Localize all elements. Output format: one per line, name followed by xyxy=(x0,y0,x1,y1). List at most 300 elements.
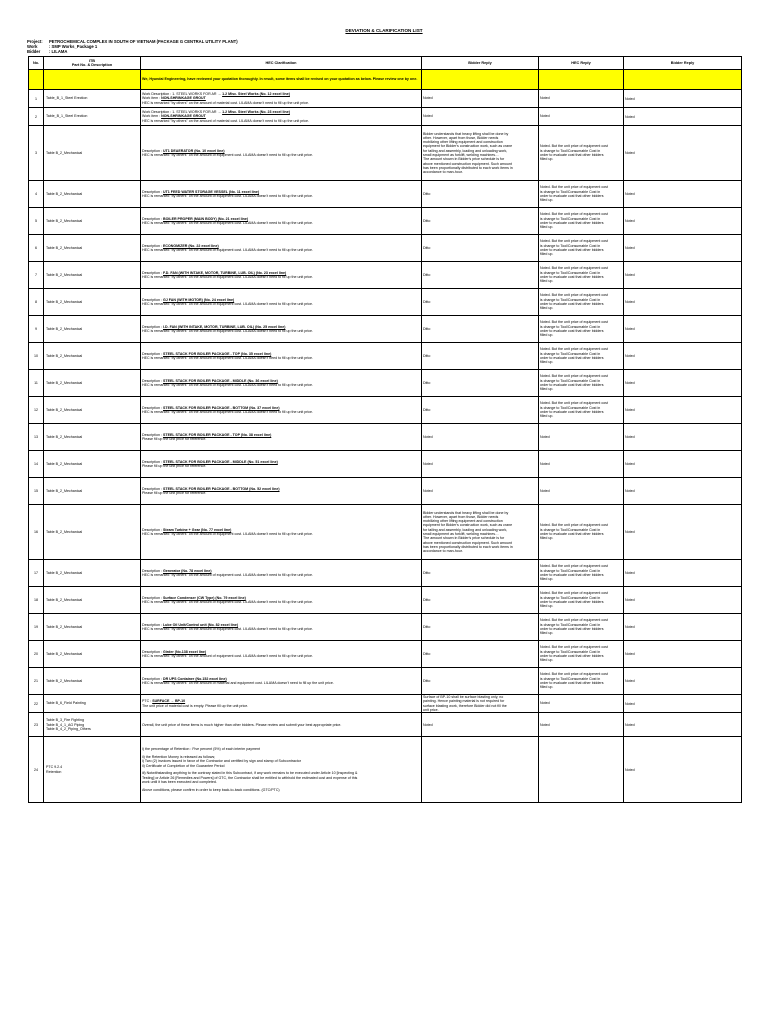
hec-reply-line: is change to Tool/Consumable Cost in xyxy=(540,527,601,532)
bidder-reply-line: Bidder understands that heavy lifting shall be done by xyxy=(423,131,509,136)
row-item xyxy=(44,451,141,478)
table-row xyxy=(29,478,742,505)
hec-reply-line: order to evaluate cost that other bidders xyxy=(540,194,604,198)
clarification-text: HEC is remarked "by others" on the amount of equipment cost. LILAMA doesn't need to fill up the unit price. xyxy=(142,627,314,631)
item-line: Table B_2_Mechanical xyxy=(46,353,83,358)
row-final-reply: Noted xyxy=(624,614,742,641)
clarification-text: Overall, the unit price of these items is much higher than other bidders. Please review and submit your best appropriate price. xyxy=(142,722,342,727)
hec-reply-line: filled up. xyxy=(540,604,554,609)
intro-item-cell xyxy=(44,70,141,90)
bidder-reply-line: has been proportionally distributed to each work items in xyxy=(423,165,513,170)
row-item xyxy=(44,208,141,235)
bidder-reply-line: accordance to man-hour. xyxy=(423,549,463,554)
item-line: Table B_4_2_Piping_Others xyxy=(46,726,91,731)
clarification-text: HEC is remarked "by others" on the amount of equipment cost. LILAMA doesn't need to fill up the unit price. xyxy=(142,383,314,387)
row-final-reply: Noted xyxy=(624,668,742,695)
clarification-text: HEC is remarked "by others" on the amount of equipment cost. LILAMA doesn't need to fill up the unit price. xyxy=(142,532,314,536)
row-bidder-reply xyxy=(422,262,539,289)
clarification-text: Description : xyxy=(142,243,163,248)
table-row xyxy=(29,560,742,587)
bidder-reply-line: Noted xyxy=(423,96,433,101)
hec-reply-line: Noted. But the unit price of equipment cost xyxy=(540,266,608,271)
hec-reply-line: Noted. But the unit price of equipment cost xyxy=(540,374,608,379)
row-clarification xyxy=(141,614,422,641)
hec-reply-line: filled up. xyxy=(540,225,554,230)
row-number: 15 xyxy=(29,478,44,505)
hec-reply-line: filled up. xyxy=(540,360,554,365)
row-item xyxy=(44,289,141,316)
row-item xyxy=(44,370,141,397)
row-item xyxy=(44,397,141,424)
clarification-text: Description : xyxy=(142,405,163,410)
clarification-text: HEC is remarked "by others" on the amount of equipment cost. LILAMA doesn't need to fill up the unit price. xyxy=(142,573,314,577)
hec-reply-line: order to evaluate cost that other bidders xyxy=(540,329,604,333)
hec-reply-line: Noted xyxy=(540,722,550,727)
bidder-reply-line: Ditto xyxy=(423,624,431,629)
row-clarification xyxy=(141,316,422,343)
intro-hec-cell xyxy=(539,70,624,90)
clarification-text: HEC is remarked "by others" on the amount of equipment cost. LILAMA doesn't need to fill up the unit price. xyxy=(142,275,314,279)
row-bidder-reply xyxy=(422,614,539,641)
row-clarification xyxy=(141,478,422,505)
header-bidder-reply-2: Bidder Reply xyxy=(624,57,742,70)
row-hec-reply xyxy=(539,587,624,614)
row-clarification xyxy=(141,208,422,235)
clarification-line xyxy=(142,248,420,252)
bidder-reply-line: for tailing and assembly, loading and unloading work, xyxy=(423,148,508,153)
hec-reply-line: is change to Tool/Consumable Cost in xyxy=(540,568,601,573)
hec-reply-line: Noted xyxy=(540,461,550,466)
row-final-reply: Noted xyxy=(624,587,742,614)
hec-reply-line: Noted. But the unit price of equipment cost xyxy=(540,645,608,650)
clarification-line xyxy=(142,627,420,631)
clarification-item-ref: 1.2 Misc. Steel Works (No. 12 excel line) xyxy=(222,92,290,97)
row-hec-reply xyxy=(539,478,624,505)
clarification-item-ref: NON-SHRINKAGE GROUT xyxy=(161,96,206,101)
clarification-text: Description : xyxy=(142,527,163,532)
hec-reply-line: order to evaluate cost that other bidders xyxy=(540,600,604,604)
clarification-line xyxy=(142,221,420,225)
bidder-label: Bidder xyxy=(27,49,41,55)
row-number: 4 xyxy=(29,181,44,208)
hec-reply-line: Noted. But the unit price of equipment cost xyxy=(540,320,608,325)
clarification-item-ref: SURFACE → BP-10 xyxy=(152,699,186,704)
item-line: Table B_2_Mechanical xyxy=(46,272,83,277)
table-row xyxy=(29,614,742,641)
bidder-reply-line: Ditto xyxy=(423,245,431,250)
table-row xyxy=(29,181,742,208)
row-bidder-reply xyxy=(422,208,539,235)
row-bidder-reply xyxy=(422,316,539,343)
clarification-text: Description : xyxy=(142,459,163,464)
hec-reply-line: filled up. xyxy=(540,685,554,690)
hec-reply-line: order to evaluate cost that other bidders xyxy=(540,275,604,279)
clarification-line xyxy=(142,194,420,198)
document-meta xyxy=(27,39,238,55)
row-number: 12 xyxy=(29,397,44,424)
row-bidder-reply xyxy=(422,126,539,181)
clarification-text: i) Two (2) invoices issued in favor of the Contractor and certified by sign and stamp of Subcontractor xyxy=(142,759,301,764)
clarification-item-ref: STEEL STACK FOR BOILER PACKAGE - MIDDLE (No. 51 excel line) xyxy=(162,459,278,464)
bidder-value: : LILAMA xyxy=(49,49,68,55)
clarification-line xyxy=(142,491,420,495)
row-hec-reply xyxy=(539,289,624,316)
clarification-item-ref: STEEL STACK FOR BOILER PACKAGE - TOP (No. 38 excel line) xyxy=(162,432,272,437)
clarification-text: i) the percentage of Retention : Five percent (5%) of each interim payment xyxy=(142,747,261,752)
row-number: 16 xyxy=(29,505,44,560)
hec-reply-line: Noted. But the unit price of equipment cost xyxy=(540,401,608,406)
table-row xyxy=(29,289,742,316)
bidder-reply-line: painting. Hence painting material is not required for xyxy=(423,699,505,704)
hec-reply-line: Noted. But the unit price of equipment cost xyxy=(540,239,608,244)
hec-reply-line: filled up. xyxy=(540,631,554,636)
hec-reply-line: is change to Tool/Consumable Cost in xyxy=(540,378,601,383)
bidder-reply-line: other. However, apart from those, Bidder needs xyxy=(423,135,499,140)
row-hec-reply xyxy=(539,343,624,370)
item-line: Table B_2_Mechanical xyxy=(46,218,83,223)
row-hec-reply xyxy=(539,737,624,803)
row-item xyxy=(44,262,141,289)
bidder-reply-line: small equipment as forklift, welding machines… xyxy=(423,532,499,536)
hec-reply-line: Noted. But the unit price of equipment cost xyxy=(540,523,608,528)
row-number: 24 xyxy=(29,737,44,803)
intro-text: We, Hyundai Engineering, have reviewed your quotation thoroughly. In result, some items shall be revised on your quotation as below. Please review one by one. xyxy=(141,70,422,90)
row-bidder-reply xyxy=(422,641,539,668)
hec-reply-line: order to evaluate cost that other bidders xyxy=(540,356,604,360)
intro-final-cell xyxy=(624,70,742,90)
hec-reply-line: Noted. But the unit price of equipment cost xyxy=(540,347,608,352)
row-number: 6 xyxy=(29,235,44,262)
clarification-text: Description : xyxy=(142,568,163,573)
clarification-text: HEC is remarked "by others" on the amount of equipment cost. LILAMA doesn't need to fill up the unit price. xyxy=(142,600,314,604)
row-bidder-reply xyxy=(422,560,539,587)
hec-reply-line: is change to Tool/Consumable Cost in xyxy=(540,297,601,302)
row-item xyxy=(44,713,141,737)
clarification-line xyxy=(142,788,420,792)
row-final-reply: Noted xyxy=(624,235,742,262)
item-line: Table B_2_Mechanical xyxy=(46,326,83,331)
clarification-text: Description : xyxy=(142,270,163,275)
table-row xyxy=(29,370,742,397)
clarification-text: Description : xyxy=(142,351,163,356)
clarification-text: The unit price of material cost is empty. Please fill up the unit price. xyxy=(142,703,249,708)
bidder-reply-line: Noted xyxy=(423,722,433,727)
clarification-text: Work Description : 1. STEEL WORKS FOR AR → xyxy=(142,92,223,97)
row-hec-reply xyxy=(539,451,624,478)
row-hec-reply xyxy=(539,397,624,424)
row-hec-reply xyxy=(539,424,624,451)
clarification-line xyxy=(142,302,420,306)
row-number: 20 xyxy=(29,641,44,668)
item-line: Retention xyxy=(46,769,62,774)
clarification-text: Description : xyxy=(142,148,163,153)
table-row xyxy=(29,695,742,713)
clarification-text: Description : xyxy=(142,649,163,654)
row-clarification xyxy=(141,90,422,108)
bidder-reply-line: equipment for Bidder's construction work, such as crane xyxy=(423,523,513,528)
header-hec-reply: HEC Reply xyxy=(539,57,624,70)
hec-reply-line: filled up. xyxy=(540,577,554,582)
project-label: Project: xyxy=(27,39,43,44)
clarification-line xyxy=(142,275,420,279)
hec-reply-line: is change to Tool/Consumable Cost in xyxy=(540,676,601,681)
clarification-text: Please fill up the unit price for reference. xyxy=(142,437,207,441)
item-line: Table B_2_Mechanical xyxy=(46,150,83,155)
bidder-reply-line: Ditto xyxy=(423,678,431,683)
bidder-row xyxy=(27,49,238,54)
row-bidder-reply xyxy=(422,235,539,262)
clarification-text: Above conditions, please confirm in order to keep back-to-back conditions. (GTC/PTC) xyxy=(142,787,280,792)
table-row xyxy=(29,262,742,289)
clarification-text: Description : xyxy=(142,486,163,491)
work-label: Work xyxy=(27,44,38,50)
clarification-text: HEC is remarked "by others" on the amount of equipment cost. LILAMA doesn't need to fill up the unit price. xyxy=(142,302,314,306)
row-final-reply: Noted xyxy=(624,505,742,560)
clarification-text: Description : xyxy=(142,676,163,681)
clarification-item-ref: STEEL STACK FOR BOILER PACKAGE - BOTTOM (No. 52 excel line) xyxy=(162,486,280,491)
bidder-reply-line: Ditto xyxy=(423,191,431,196)
row-item xyxy=(44,737,141,803)
bidder-reply-line: accordance to man-hour. xyxy=(423,170,463,175)
row-number: 11 xyxy=(29,370,44,397)
row-number: 5 xyxy=(29,208,44,235)
row-final-reply: Noted xyxy=(624,343,742,370)
hec-reply-line: order to evaluate cost that other bidders xyxy=(540,221,604,225)
row-hec-reply xyxy=(539,505,624,560)
bidder-reply-line: surface blasting work, therefore Bidder did not fill the xyxy=(423,703,507,708)
row-item xyxy=(44,424,141,451)
bidder-reply-line: Ditto xyxy=(423,597,431,602)
bidder-reply-line: Ditto xyxy=(423,218,431,223)
header-item-line2: Part No. & Description xyxy=(71,63,113,67)
bidder-reply-line: Noted xyxy=(423,461,433,466)
hec-reply-line: filled up. xyxy=(540,306,554,311)
row-hec-reply xyxy=(539,126,624,181)
row-final-reply: Noted xyxy=(624,316,742,343)
clarification-line xyxy=(142,410,420,414)
item-line: Table B_2_Mechanical xyxy=(46,624,83,629)
table-row xyxy=(29,668,742,695)
header-clarification: HEC Clarification xyxy=(141,57,422,70)
clarification-line xyxy=(142,153,420,157)
item-line: Table B_2_Mechanical xyxy=(46,678,83,683)
hec-reply-line: filled up. xyxy=(540,387,554,392)
row-hec-reply xyxy=(539,641,624,668)
row-number: 7 xyxy=(29,262,44,289)
row-clarification xyxy=(141,397,422,424)
row-number: 10 xyxy=(29,343,44,370)
table-row xyxy=(29,90,742,108)
intro-no-cell xyxy=(29,70,44,90)
bidder-reply-line: Ditto xyxy=(423,272,431,277)
row-final-reply: Noted xyxy=(624,713,742,737)
hec-reply-line: Noted xyxy=(540,96,550,101)
row-final-reply: Noted xyxy=(624,262,742,289)
item-line: Table B_2_Mechanical xyxy=(46,651,83,656)
bidder-reply-line: mobilizing other lifting equipment and construction xyxy=(423,519,503,524)
table-row xyxy=(29,208,742,235)
row-bidder-reply xyxy=(422,343,539,370)
hec-reply-line: order to evaluate cost that other bidders xyxy=(540,410,604,414)
hec-reply-line: Noted. But the unit price of equipment cost xyxy=(540,185,608,190)
clarification-item-ref: Lube Oil Unit/Control unit (No. 82 excel line) xyxy=(162,622,239,627)
hec-reply-line: order to evaluate cost that other bidders xyxy=(540,532,604,536)
row-hec-reply xyxy=(539,713,624,737)
bidder-reply-line: Ditto xyxy=(423,299,431,304)
row-item xyxy=(44,614,141,641)
row-clarification xyxy=(141,181,422,208)
hec-reply-line: Noted. But the unit price of equipment cost xyxy=(540,212,608,217)
row-bidder-reply xyxy=(422,370,539,397)
clarification-text: work until it has been executed and completed. xyxy=(142,780,217,785)
row-hec-reply xyxy=(539,614,624,641)
row-clarification xyxy=(141,451,422,478)
row-bidder-reply xyxy=(422,397,539,424)
row-hec-reply xyxy=(539,181,624,208)
table-row xyxy=(29,713,742,737)
hec-reply-line: is change to Tool/Consumable Cost in xyxy=(540,189,601,194)
hec-reply-line: Noted. But the unit price of equipment cost xyxy=(540,591,608,596)
row-hec-reply xyxy=(539,560,624,587)
hec-reply-line: filled up. xyxy=(540,536,554,541)
hec-reply-line: filled up. xyxy=(540,414,554,419)
clarification-item-ref: UT1 DEAERATOR (No. 10 excel line) xyxy=(162,148,225,153)
item-line: Table B_2_Mechanical xyxy=(46,597,83,602)
row-final-reply: Noted xyxy=(624,370,742,397)
row-hec-reply xyxy=(539,108,624,126)
work-value: : SMP Works_Package 1 xyxy=(49,44,98,50)
hec-reply-line: filled up. xyxy=(540,198,554,203)
row-bidder-reply xyxy=(422,181,539,208)
row-clarification xyxy=(141,587,422,614)
clarification-line xyxy=(142,329,420,333)
row-clarification xyxy=(141,713,422,737)
row-final-reply: Noted xyxy=(624,108,742,126)
table-row xyxy=(29,641,742,668)
row-item xyxy=(44,108,141,126)
bidder-reply-line: Surface of BP-10 shall be surface blasting only, no xyxy=(423,695,504,699)
row-final-reply: Noted xyxy=(624,560,742,587)
row-item xyxy=(44,316,141,343)
header-no: No. xyxy=(29,57,44,70)
hec-reply-line: Noted. But the unit price of equipment cost xyxy=(540,293,608,298)
item-line: Table_B_1_Steel Erection xyxy=(46,96,88,101)
clarification-text: Description : xyxy=(142,324,163,329)
row-bidder-reply xyxy=(422,289,539,316)
bidder-reply-line: Noted xyxy=(423,434,433,439)
clarification-item-ref: F.D. FAN (WITH INTAKE, MOTOR, TURBINE, LUB. OIL) (No. 23 excel line) xyxy=(162,270,287,275)
clarification-text: ii) the Retention Money is released as follows; xyxy=(142,755,216,760)
clarification-text: Work item : xyxy=(142,96,162,101)
hec-reply-line: is change to Tool/Consumable Cost in xyxy=(540,324,601,329)
table-body xyxy=(29,70,742,803)
row-clarification xyxy=(141,560,422,587)
row-clarification xyxy=(141,235,422,262)
row-hec-reply xyxy=(539,90,624,108)
bidder-reply-line: Ditto xyxy=(423,651,431,656)
row-hec-reply xyxy=(539,668,624,695)
item-line: Table B_2_Mechanical xyxy=(46,434,83,439)
clarification-line xyxy=(142,464,420,468)
clarification-text: Testing] or Article 26 [Remedies and Powers] of GTC, the Contractor shall be entitled to withhold the estimated cost and expense of this xyxy=(142,775,358,780)
hec-reply-line: Noted. But the unit price of equipment cost xyxy=(540,144,608,149)
row-hec-reply xyxy=(539,208,624,235)
row-final-reply: Noted xyxy=(624,695,742,713)
bidder-reply-line: for tailing and assembly, loading and unloading work, xyxy=(423,527,508,532)
item-line: Table B_2_Mechanical xyxy=(46,380,83,385)
item-line: Table B_4_1_AG Piping xyxy=(46,722,85,727)
bidder-reply-line: unit price. xyxy=(423,707,439,712)
clarification-text: ii) Certificate of Completion of the Guarantee Period xyxy=(142,763,225,768)
table-row xyxy=(29,343,742,370)
clarification-item-ref: Generator (No. 78 excel line) xyxy=(162,568,212,573)
hec-reply-line: is change to Tool/Consumable Cost in xyxy=(540,405,601,410)
project-value: PETROCHEMICAL COMPLEX IN SOUTH OF VIETNAM (PACKAGE G CENTRAL UTILITY PLANT) xyxy=(49,39,238,44)
table-header-row xyxy=(29,57,742,70)
clarification-text: HEC is remarked "by others" on the amount of equipment cost. LILAMA doesn't need to fill up the unit price. xyxy=(142,248,314,252)
row-final-reply: Noted xyxy=(624,424,742,451)
row-hec-reply xyxy=(539,316,624,343)
row-final-reply: Noted xyxy=(624,126,742,181)
row-number: 19 xyxy=(29,614,44,641)
row-bidder-reply xyxy=(422,451,539,478)
hec-reply-line: Noted xyxy=(540,488,550,493)
clarification-text: Description : xyxy=(142,622,163,627)
row-clarification xyxy=(141,737,422,803)
clarification-line xyxy=(142,681,420,685)
hec-reply-line: order to evaluate cost that other bidders xyxy=(540,248,604,252)
bidder-reply-line: Ditto xyxy=(423,326,431,331)
hec-reply-line: order to evaluate cost that other bidders xyxy=(540,383,604,387)
row-final-reply: Noted xyxy=(624,478,742,505)
bidder-reply-line: Noted xyxy=(423,114,433,119)
row-number: 9 xyxy=(29,316,44,343)
bidder-reply-line: has been proportionally distributed to each work items in xyxy=(423,544,513,549)
bidder-reply-line: Bidder understands that heavy lifting shall be done by xyxy=(423,510,509,515)
row-bidder-reply xyxy=(422,737,539,803)
table-row xyxy=(29,451,742,478)
clarification-line xyxy=(142,437,420,441)
hec-reply-line: order to evaluate cost that other bidders xyxy=(540,681,604,685)
bidder-reply-line: Ditto xyxy=(423,380,431,385)
clarification-text: HEC is remarked "by others" on the amount of material cost. LILAMA doesn't need to fill up the unit price. xyxy=(142,100,310,105)
item-line: Table B_2_Mechanical xyxy=(46,529,83,534)
hec-reply-line: is change to Tool/Consumable Cost in xyxy=(540,243,601,248)
row-number: 22 xyxy=(29,695,44,713)
clarification-line xyxy=(142,119,420,123)
clarification-item-ref: GJ FAN (WITH MOTOR) (No. 24 excel line) xyxy=(162,297,235,302)
hec-reply-line: Noted xyxy=(540,701,550,706)
clarification-text: Description : xyxy=(142,378,163,383)
bidder-reply-line: Ditto xyxy=(423,407,431,412)
row-clarification xyxy=(141,695,422,713)
row-clarification xyxy=(141,370,422,397)
row-number: 17 xyxy=(29,560,44,587)
hec-reply-line: Noted xyxy=(540,434,550,439)
table-row xyxy=(29,505,742,560)
clarification-text: Work item : xyxy=(142,114,162,119)
item-line: PTC 9.2.4 xyxy=(46,765,63,770)
row-final-reply: Noted xyxy=(624,90,742,108)
document-title: DEVIATION & CLARIFICATION LIST xyxy=(345,28,423,33)
clarification-line xyxy=(142,101,420,105)
row-final-reply: Noted xyxy=(624,397,742,424)
clarification-item-ref: BOILER PROPER (MAIN BODY) (No. 21 excel line) xyxy=(162,216,249,221)
hec-reply-line: is change to Tool/Consumable Cost in xyxy=(540,270,601,275)
row-bidder-reply xyxy=(422,108,539,126)
clarification-item-ref: ECONOMIZER (No. 22 excel line) xyxy=(162,243,219,248)
row-number: 14 xyxy=(29,451,44,478)
